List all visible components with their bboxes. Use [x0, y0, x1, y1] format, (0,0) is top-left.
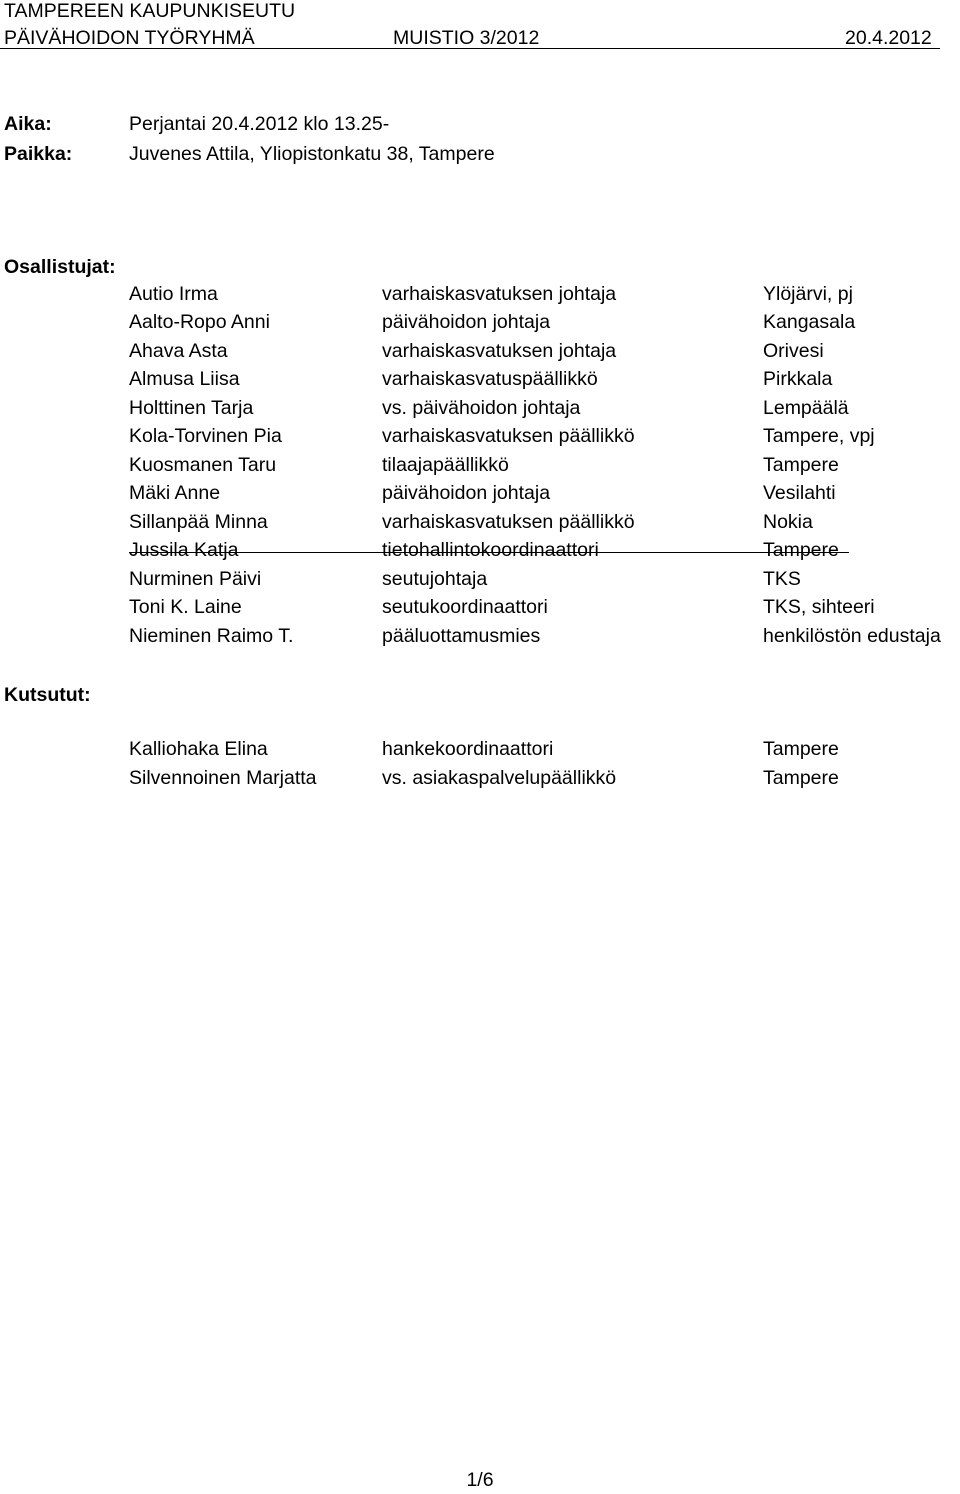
- invited-name: Silvennoinen Marjatta: [129, 767, 317, 789]
- participant-org: TKS, sihteeri: [763, 596, 875, 618]
- participant-row: [0, 394, 960, 422]
- participant-org: Tampere, vpj: [763, 425, 875, 447]
- participant-name: Toni K. Laine: [129, 596, 242, 618]
- participant-title: seutukoordinaattori: [382, 596, 548, 618]
- participant-org: Vesilahti: [763, 482, 836, 504]
- participant-title: vs. päivähoidon johtaja: [382, 397, 581, 419]
- header-group: PÄIVÄHOIDON TYÖRYHMÄ: [4, 27, 255, 49]
- participant-title: päivähoidon johtaja: [382, 482, 551, 504]
- participant-org: TKS: [763, 568, 801, 590]
- participant-name: Ahava Asta: [129, 340, 228, 362]
- place-label: Paikka:: [4, 143, 73, 165]
- participant-org: Lempäälä: [763, 397, 849, 419]
- participant-row: [0, 422, 960, 450]
- participant-org: Nokia: [763, 511, 813, 533]
- participant-title: varhaiskasvatuksen päällikkö: [382, 511, 635, 533]
- strikethrough-line: [129, 552, 849, 553]
- participant-row: [0, 565, 960, 593]
- participant-name: Almusa Liisa: [129, 368, 240, 390]
- participant-row: [0, 479, 960, 507]
- participant-row: [0, 337, 960, 365]
- participant-title: varhaiskasvatuksen johtaja: [382, 283, 617, 305]
- participant-title: varhaiskasvatuksen päällikkö: [382, 425, 635, 447]
- participant-org: Tampere: [763, 454, 839, 476]
- invited-org: Tampere: [763, 738, 839, 760]
- invited-title: hankekoordinaattori: [382, 738, 554, 760]
- participant-org: Ylöjärvi, pj: [763, 283, 853, 305]
- invited-title: vs. asiakaspalvelupäällikkö: [382, 767, 617, 789]
- invited-row: [0, 764, 960, 792]
- participant-name: Nurminen Päivi: [129, 568, 262, 590]
- header-divider: [0, 48, 940, 49]
- participant-row: [0, 508, 960, 536]
- invited-row: [0, 735, 960, 763]
- participant-name: Sillanpää Minna: [129, 511, 268, 533]
- header-memo-number: MUISTIO 3/2012: [393, 27, 540, 49]
- participant-org: henkilöstön edustaja: [763, 625, 941, 647]
- header-org: TAMPEREEN KAUPUNKISEUTU: [4, 0, 296, 22]
- participant-row: [0, 451, 960, 479]
- place-value: Juvenes Attila, Yliopistonkatu 38, Tampere: [129, 143, 495, 165]
- participant-name: Nieminen Raimo T.: [129, 625, 294, 647]
- participant-title: tietohallintokoordinaattori: [382, 539, 599, 561]
- page-number: 1/6: [466, 1469, 494, 1491]
- participant-title: pääluottamusmies: [382, 625, 541, 647]
- participant-org: Tampere: [763, 539, 839, 561]
- participant-title: seutujohtaja: [382, 568, 488, 590]
- participant-name: Aalto-Ropo Anni: [129, 311, 270, 333]
- invited-name: Kalliohaka Elina: [129, 738, 268, 760]
- participant-row: [0, 308, 960, 336]
- header-date: 20.4.2012: [845, 27, 932, 49]
- participant-title: tilaajapäällikkö: [382, 454, 509, 476]
- participant-row: [0, 365, 960, 393]
- participant-name: Holttinen Tarja: [129, 397, 254, 419]
- participant-name: Mäki Anne: [129, 482, 221, 504]
- participant-name: Autio Irma: [129, 283, 218, 305]
- invited-label: Kutsutut:: [4, 684, 91, 706]
- participants-label: Osallistujat:: [4, 256, 116, 278]
- participant-org: Kangasala: [763, 311, 856, 333]
- participant-row-struck: [0, 536, 960, 564]
- invited-org: Tampere: [763, 767, 839, 789]
- participant-row: [0, 622, 960, 650]
- participant-name: Kola-Torvinen Pia: [129, 425, 282, 447]
- time-value: Perjantai 20.4.2012 klo 13.25-: [129, 113, 390, 135]
- participant-row: [0, 593, 960, 621]
- participant-org: Pirkkala: [763, 368, 833, 390]
- participant-name: Kuosmanen Taru: [129, 454, 277, 476]
- participant-org: Orivesi: [763, 340, 824, 362]
- participant-title: päivähoidon johtaja: [382, 311, 551, 333]
- participant-row: [0, 280, 960, 308]
- time-label: Aika:: [4, 113, 52, 135]
- participant-title: varhaiskasvatuksen johtaja: [382, 340, 617, 362]
- participant-name: Jussila Katja: [129, 539, 239, 561]
- participant-title: varhaiskasvatuspäällikkö: [382, 368, 598, 390]
